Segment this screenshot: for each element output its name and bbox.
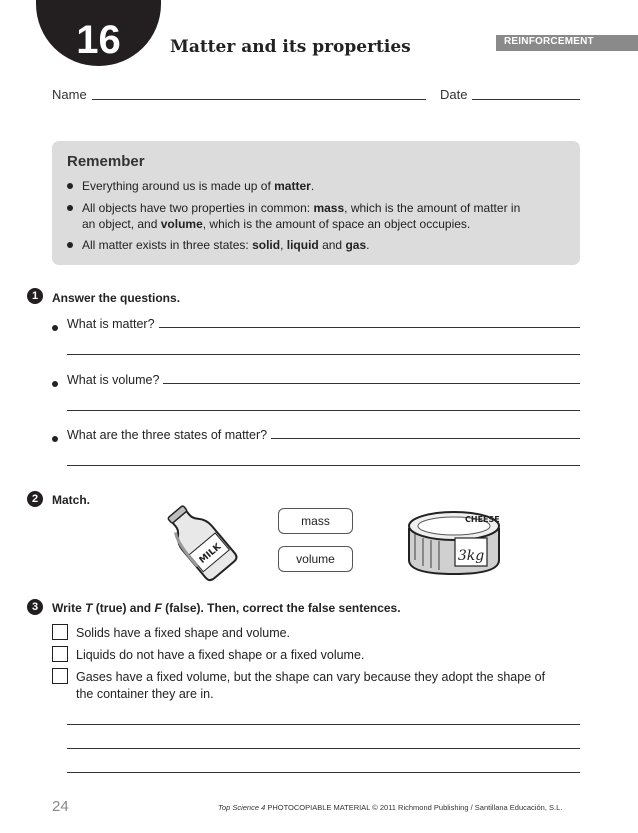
statement-text: Solids have a fixed shape and volume. [76,626,291,640]
answer-line[interactable] [67,465,580,466]
exercise-1-number: 1 [27,288,43,304]
milk-bottle-illustration [160,500,242,582]
page-title: Matter and its properties [170,37,411,57]
milk-label: MILK [197,542,224,566]
exercise-1-instruction: Answer the questions. [52,291,181,305]
answer-line[interactable] [67,410,580,411]
remember-item: All matter exists in three states: solid, liquid and gas. [67,237,369,253]
question-text: What is matter? [67,317,155,331]
true-false-checkbox[interactable] [52,646,68,662]
bullet-icon [52,377,67,387]
remember-item: All objects have two properties in common: mass, which is the amount of matter in an object, and volume, which is the amount of space an object occupies. [67,200,572,232]
question-text: What is volume? [67,373,160,387]
bullet-icon [67,200,82,232]
date-label: Date [440,87,468,102]
correction-line[interactable] [67,772,580,773]
question-row [52,428,580,442]
correction-line[interactable] [67,724,580,725]
question-row [52,373,580,387]
exercise-2-number: 2 [27,491,43,507]
statement-text: Gases have a fixed volume, but the shape can vary because they adopt the shape of the container they are in. [76,670,546,701]
true-false-row [52,669,556,703]
reinforcement-badge [496,35,638,50]
remember-box [52,141,580,265]
exercise-2-instruction: Match. [52,493,91,507]
exercise-3-instruction: Write T (true) and F (false). Then, correct the false sentences. [52,601,401,615]
date-field[interactable] [472,99,580,100]
exercise-3-number: 3 [27,599,43,615]
cheese-illustration [405,508,503,576]
page-number: 24 [52,798,69,815]
true-false-row [52,625,556,642]
answer-line[interactable] [163,383,580,384]
bullet-icon [67,178,82,194]
statement-text: Liquids do not have a fixed shape or a fixed volume. [76,648,365,662]
true-false-checkbox[interactable] [52,624,68,640]
reinforcement-badge-label: REINFORCEMENT [504,36,594,47]
true-false-checkbox[interactable] [52,668,68,684]
question-text: What are the three states of matter? [67,428,268,442]
cheese-label: CHEESE [465,515,500,524]
unit-number: 16 [76,18,121,62]
remember-title: Remember [67,153,145,170]
name-label: Name [52,87,87,102]
bullet-icon [67,237,82,253]
answer-line[interactable] [159,327,580,328]
header-rule [496,50,638,51]
cheese-weight-label: 3kg [457,548,485,564]
correction-line[interactable] [67,748,580,749]
bullet-icon [52,432,67,442]
match-word-mass[interactable]: mass [278,508,353,534]
name-field[interactable] [92,99,426,100]
footer-copyright: Top Science 4 PHOTOCOPIABLE MATERIAL © 2011 Richmond Publishing / Santillana Educación, S.L. [218,803,563,812]
question-row [52,317,580,331]
answer-line[interactable] [271,438,580,439]
bullet-icon [52,321,67,331]
answer-line[interactable] [67,354,580,355]
match-word-volume[interactable]: volume [278,546,353,572]
unit-number-tab [36,0,161,66]
remember-item: Everything around us is made up of matter. [67,178,314,194]
true-false-row [52,647,556,664]
